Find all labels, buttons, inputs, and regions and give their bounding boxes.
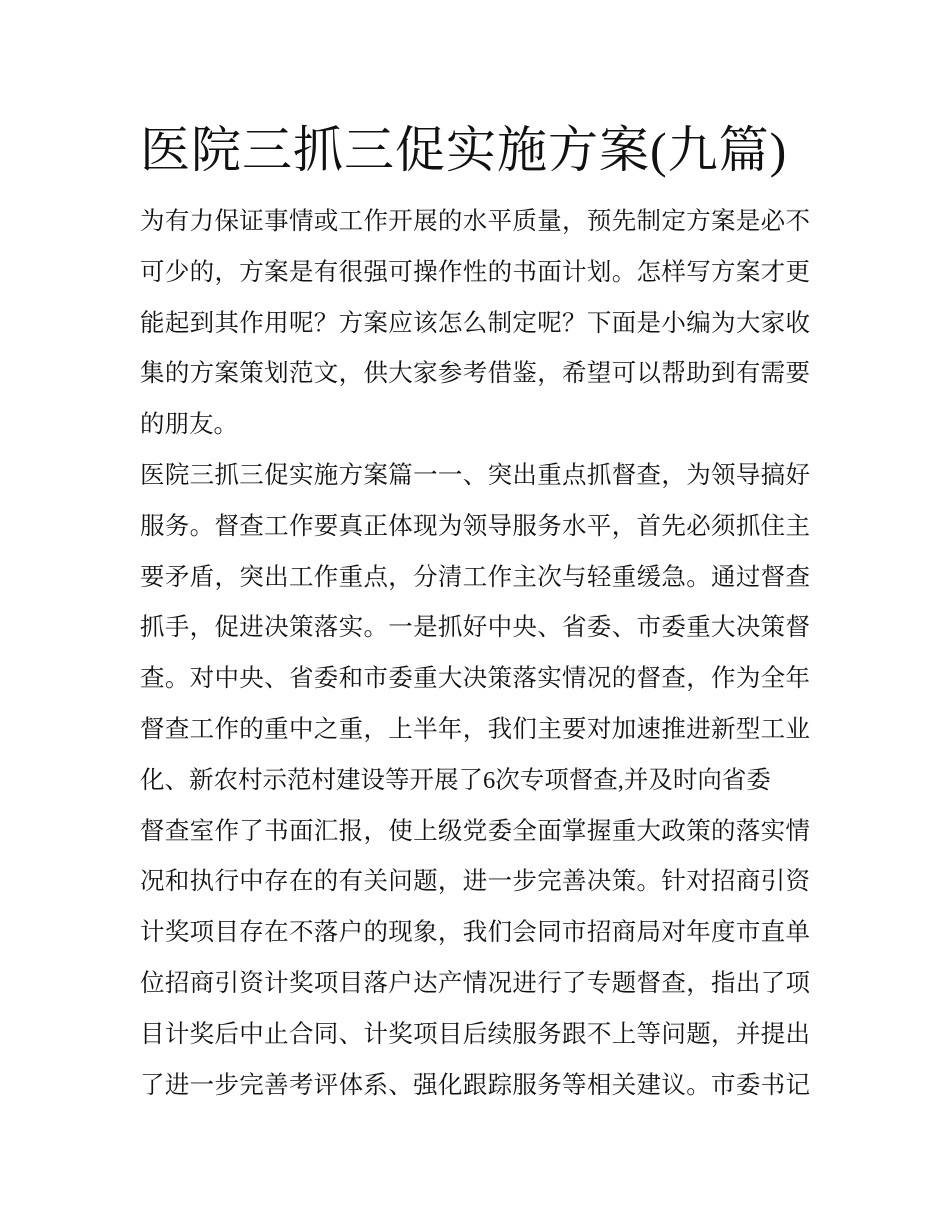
paragraph-intro <box>140 200 810 454</box>
text-line: 了进一步完善考评体系、强化跟踪服务等相关建议。市委书记 <box>140 1071 810 1099</box>
document-title: 医院三抓三促实施方案(九篇) <box>140 122 788 178</box>
document-body <box>140 200 810 1114</box>
text-line: 服务。督查工作要真正体现为领导服务水平，首先必须抓住主 <box>140 512 810 540</box>
text-line: 要矛盾，突出工作重点，分清工作主次与轻重缓急。通过督查 <box>140 563 810 591</box>
text-line: 的朋友。 <box>140 411 238 439</box>
text-line: 目计奖后中止合同、计奖项目后续服务跟不上等问题，并提出 <box>140 1020 810 1048</box>
text-line: 集的方案策划范文，供大家参考借鉴，希望可以帮助到有需要 <box>140 360 810 388</box>
text-line: 为有力保证事情或工作开展的水平质量，预先制定方案是必不 <box>140 208 810 235</box>
text-line: 查。对中央、省委和市委重大决策落实情况的督查，作为全年 <box>140 665 810 693</box>
text-line: 化、新农村示范村建设等开展了6次专项督查,并及时向省委 <box>140 766 771 794</box>
text-line: 督查工作的重中之重，上半年，我们主要对加速推进新型工业 <box>140 715 810 743</box>
text-line: 况和执行中存在的有关问题，进一步完善决策。针对招商引资 <box>140 868 810 896</box>
paragraph-plan-one <box>140 454 810 1114</box>
text-line: 能起到其作用呢？方案应该怎么制定呢？下面是小编为大家收 <box>140 309 810 337</box>
text-line: 位招商引资计奖项目落户达产情况进行了专题督查，指出了项 <box>140 969 810 997</box>
text-line: 医院三抓三促实施方案篇一一、突出重点抓督查，为领导搞好 <box>140 461 810 489</box>
text-line: 抓手，促进决策落实。一是抓好中央、省委、市委重大决策督 <box>140 614 810 642</box>
text-line: 督查室作了书面汇报，使上级党委全面掌握重大政策的落实情 <box>140 817 810 845</box>
text-line: 可少的，方案是有很强可操作性的书面计划。怎样写方案才更 <box>140 258 810 286</box>
text-line: 计奖项目存在不落户的现象，我们会同市招商局对年度市直单 <box>140 919 810 947</box>
